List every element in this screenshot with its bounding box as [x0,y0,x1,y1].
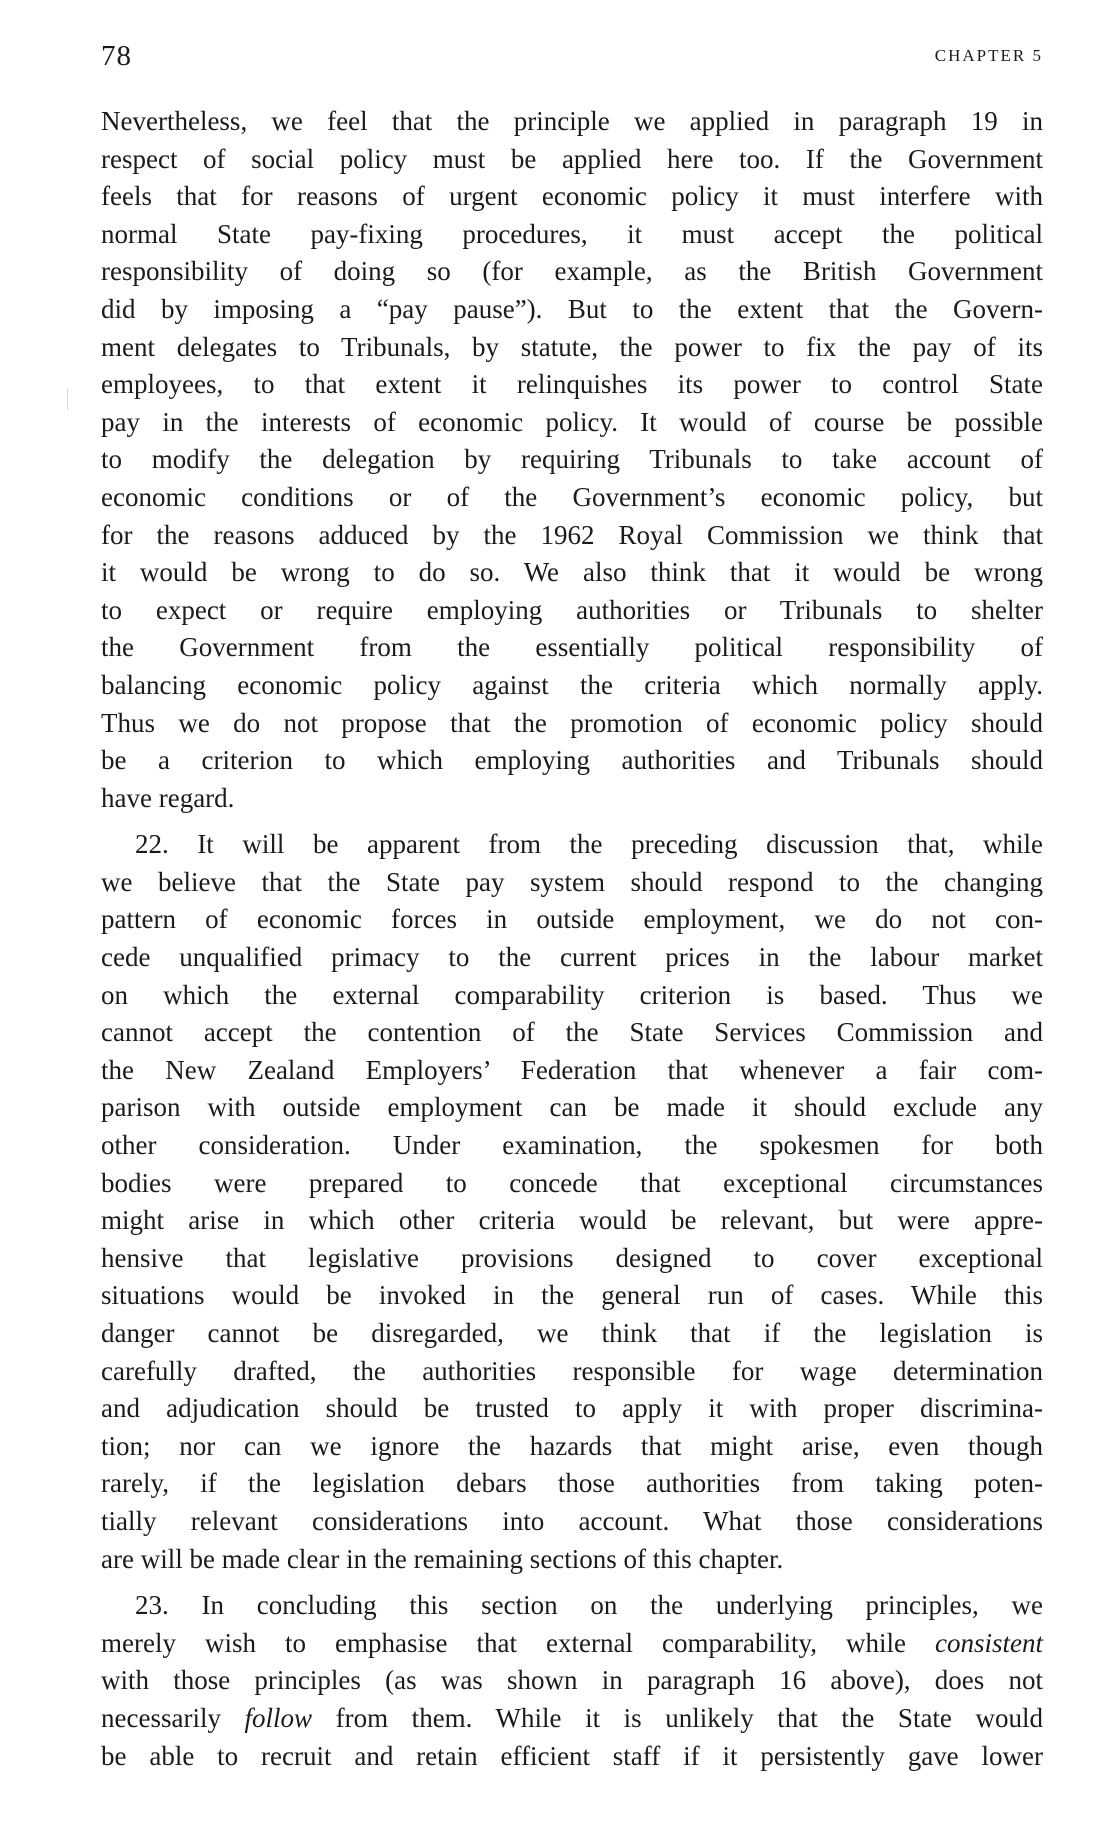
running-head [101,40,1043,80]
text-line: employees, to that extent it relinquishes its power to control State [101,369,1043,400]
text-line: to modify the delegation by requiring Tribunals to take account of [101,444,1043,475]
paragraph-21-continuation [101,103,1043,817]
text-line: tion; nor can we ignore the hazards that might arise, even though [101,1430,1043,1461]
page-number: 78 [101,40,132,72]
text-line: cede unqualified primacy to the current prices in the labour market [101,942,1043,973]
text-line: other consideration. Under examination, the spokesmen for both [101,1130,1043,1161]
text-segment: from them. While it is unlikely that the State would [312,1702,1043,1733]
text-line: economic conditions or of the Government’s economic policy, but [101,481,1043,512]
text-line: we believe that the State pay system should respond to the changing [101,866,1043,897]
text-line: are will be made clear in the remaining sections of this chapter. [101,1543,784,1574]
text-line: parison with outside employment can be made it should exclude any [101,1092,1043,1123]
text-line: balancing economic policy against the criteria which normally apply. [101,669,1043,700]
text-line: 23. In concluding this section on the underlying principles, we [135,1590,1043,1621]
text-segment: necessarily [101,1702,245,1733]
text-line: hensive that legislative provisions designed to cover exceptional [101,1242,1043,1273]
text-line: Nevertheless, we feel that the principle we applied in paragraph 19 in [101,106,1043,136]
text-line [101,1625,1043,1663]
text-line: tially relevant considerations into account. What those considerations [101,1505,1043,1536]
text-line: and adjudication should be trusted to apply it with proper discrimina- [101,1393,1043,1424]
text-line: carefully drafted, the authorities responsible for wage determination [101,1355,1043,1386]
text-line: on which the external comparability criterion is based. Thus we [101,979,1043,1010]
text-line [101,1700,1043,1738]
text-line: responsibility of doing so (for example, as the British Government [101,256,1043,287]
paragraph-23 [101,1587,1043,1775]
italic-word: consistent [935,1627,1043,1658]
text-line: danger cannot be disregarded, we think that if the legislation is [101,1318,1043,1348]
text-line: with those principles (as was shown in paragraph 16 above), does not [101,1665,1043,1696]
margin-mark [67,388,68,410]
chapter-label: CHAPTER 5 [934,46,1043,65]
text-line: cannot accept the contention of the State Services Commission and [101,1017,1043,1048]
text-line: be a criterion to which employing authorities and Tribunals should [101,745,1043,776]
text-line: ment delegates to Tribunals, by statute, the power to fix the pay of its [101,331,1043,362]
text-line: the New Zealand Employers’ Federation that whenever a fair com- [101,1054,1043,1085]
text-line: to expect or require employing authorities or Tribunals to shelter [101,594,1043,625]
text-line: did by imposing a “pay pause”). But to the extent that the Govern- [101,293,1043,324]
text-line: be able to recruit and retain efficient staff if it persistently gave lower [101,1740,1043,1771]
text-line: feels that for reasons of urgent economic policy it must interfere with [101,181,1043,212]
text-line: respect of social policy must be applied here too. If the Government [101,143,1043,174]
text-line: it would be wrong to do so. We also think that it would be wrong [101,557,1043,588]
text-line: normal State pay-fixing procedures, it must accept the political [101,218,1043,249]
text-line: have regard. [101,782,235,813]
text-line: bodies were prepared to concede that exceptional circumstances [101,1167,1043,1198]
text-segment: merely wish to emphasise that external comparability, while [101,1627,935,1658]
body-text [101,103,1043,1775]
text-line: situations would be invoked in the general run of cases. While this [101,1280,1043,1311]
text-line: 22. It will be apparent from the preceding discussion that, while [135,829,1043,860]
italic-word: follow [244,1702,313,1733]
text-line: pattern of economic forces in outside employment, we do not con- [101,904,1043,935]
text-line: the Government from the essentially political responsibility of [101,632,1043,663]
text-line: for the reasons adduced by the 1962 Royal Commission we think that [101,519,1043,550]
text-line: Thus we do not propose that the promotion of economic policy should [101,707,1043,738]
text-line: pay in the interests of economic policy. It would of course be possible [101,406,1043,437]
text-line: rarely, if the legislation debars those authorities from taking poten- [101,1468,1043,1499]
paragraph-22 [101,826,1043,1578]
text-line: might arise in which other criteria would be relevant, but were appre- [101,1205,1043,1236]
